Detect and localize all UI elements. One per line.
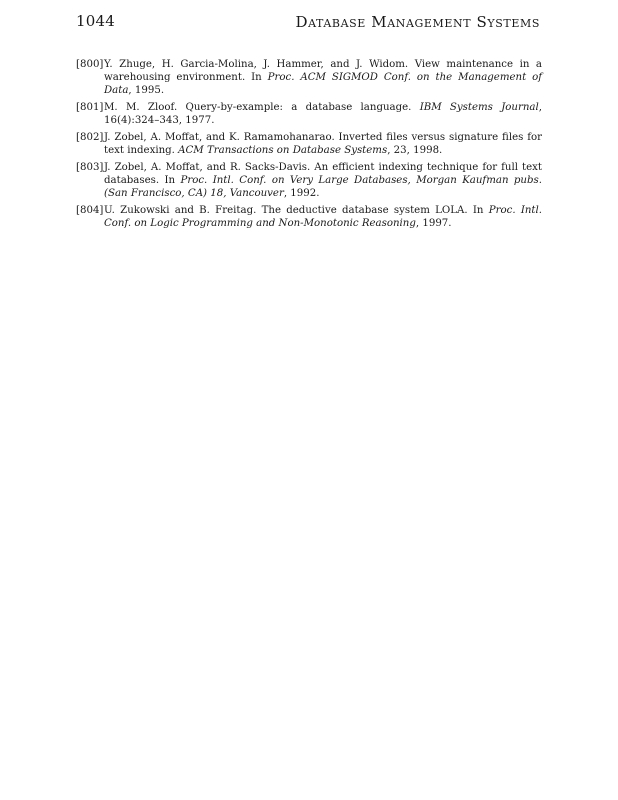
reference-authors-title: J. Zobel, A. Moffat, and R. Sacks-Davis. An efficient indexing technique for full text databases. In: [104, 162, 542, 186]
reference-venue: Proc. ACM SIGMOD Conf. on the Management of Data: [104, 72, 542, 96]
reference-venue: ACM Transactions on Database Systems: [178, 145, 388, 156]
reference-venue: IBM Systems Journal: [419, 102, 539, 113]
reference-authors-title: M. M. Zloof. Query-by-example: a database language.: [104, 102, 420, 113]
reference-text: [104, 204, 542, 230]
reference-text: [104, 58, 542, 97]
reference-text: [104, 131, 542, 157]
reference-number: [803]: [76, 162, 104, 173]
reference-number: [801]: [76, 102, 104, 113]
reference-tail: , 1992.: [283, 188, 320, 199]
reference-list: [76, 58, 542, 234]
reference-tail: , 1995.: [128, 85, 165, 96]
reference-text: [104, 161, 542, 200]
reference-tail: , 1997.: [415, 218, 452, 229]
reference-venue: Proc. Intl. Conf. on Very Large Databases, Morgan Kaufman pubs. (San Francisco, CA) 18, Vancouver: [104, 175, 542, 199]
reference-item: [76, 204, 542, 230]
reference-tail: , 23, 1998.: [387, 145, 443, 156]
running-head: Database Management Systems: [295, 13, 540, 31]
reference-number: [802]: [76, 132, 104, 143]
reference-text: [104, 101, 542, 127]
reference-authors-title: J. Zobel, A. Moffat, and K. Ramamohanarao. Inverted files versus signature files for text indexing.: [104, 132, 542, 156]
reference-authors-title: Y. Zhuge, H. Garcia-Molina, J. Hammer, and J. Widom. View maintenance in a warehousing environment. In: [104, 59, 542, 83]
reference-item: [76, 161, 542, 200]
reference-number: [804]: [76, 205, 104, 216]
reference-item: [76, 101, 542, 127]
reference-number: [800]: [76, 59, 104, 70]
reference-venue: Proc. Intl. Conf. on Logic Programming and Non-Monotonic Reasoning: [104, 205, 542, 229]
page-number: 1044: [76, 12, 115, 30]
reference-authors-title: U. Zukowski and B. Freitag. The deductive database system LOLA. In: [104, 205, 489, 216]
reference-item: [76, 131, 542, 157]
reference-tail: , 16(4):324–343, 1977.: [104, 102, 542, 126]
reference-item: [76, 58, 542, 97]
